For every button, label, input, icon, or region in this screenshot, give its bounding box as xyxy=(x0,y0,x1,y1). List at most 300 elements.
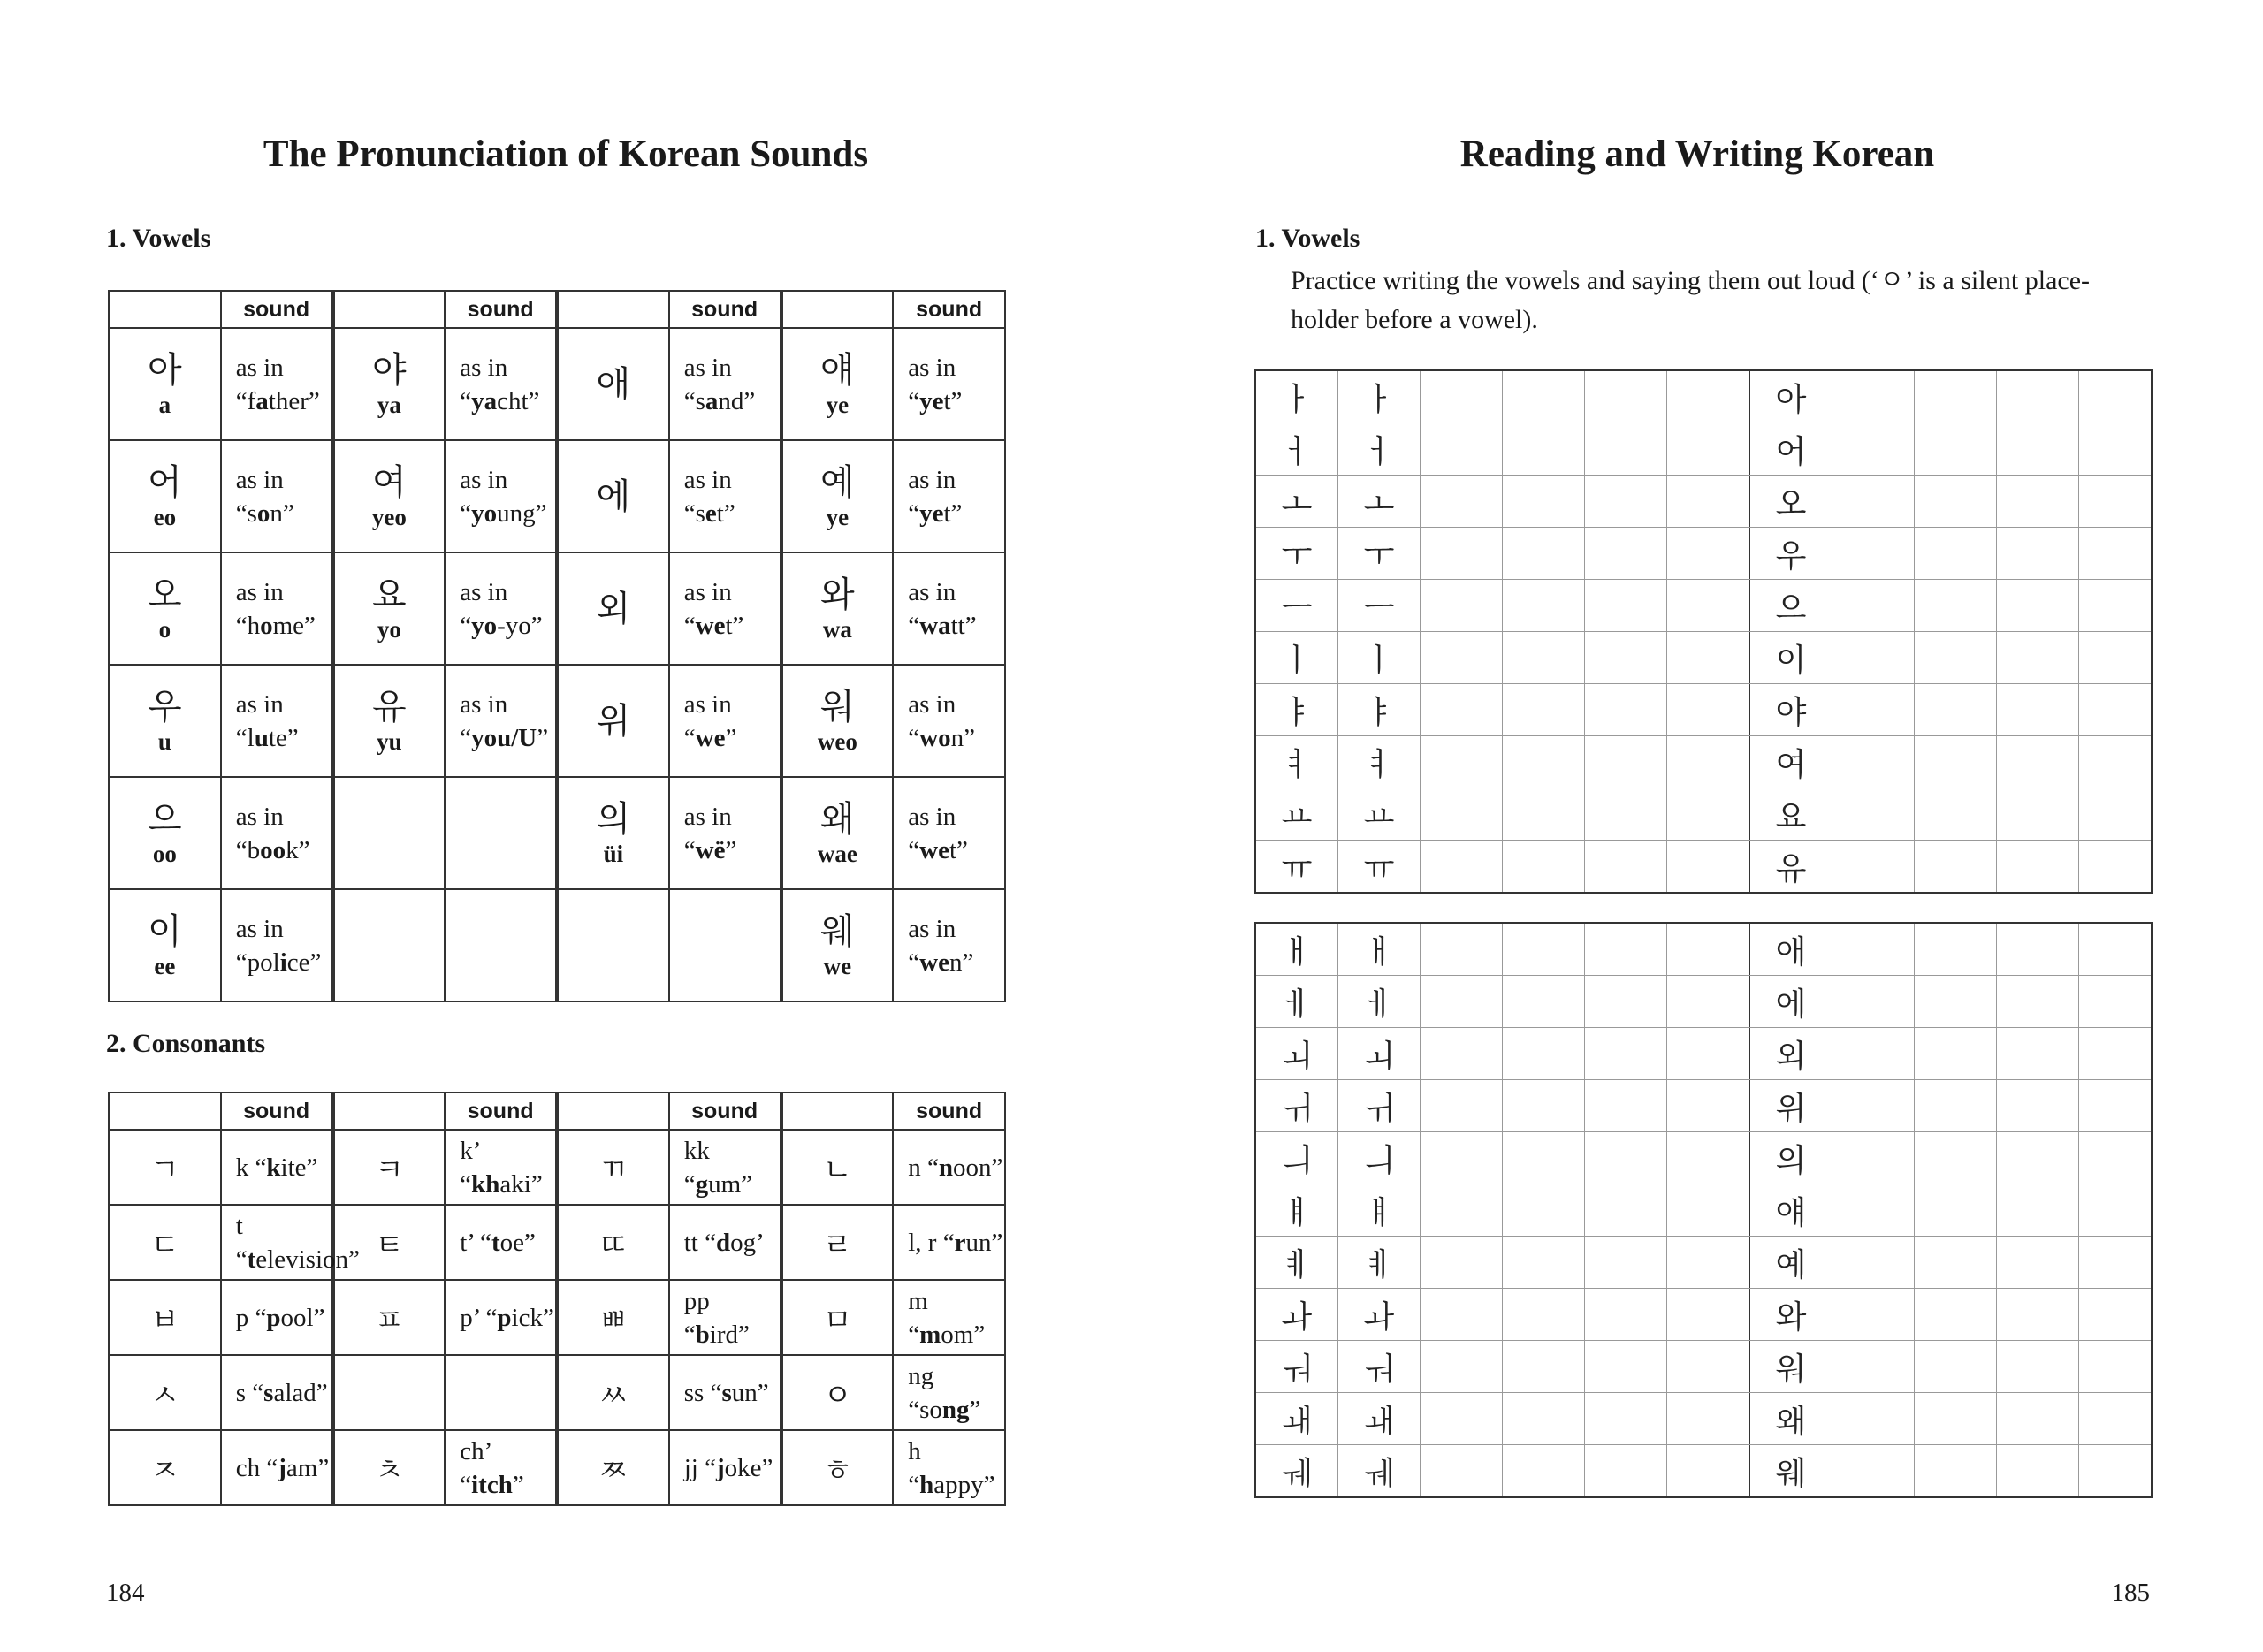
sound-text: aki” xyxy=(499,1169,543,1199)
practice-cell xyxy=(1832,528,1915,579)
hangul-consonant: ㄷ xyxy=(149,1228,179,1263)
practice-cell xyxy=(1338,1393,1421,1444)
consonant-sound-cell xyxy=(445,1355,557,1430)
sound-emphasis: we xyxy=(695,723,726,752)
vowel-letter-cell xyxy=(557,889,669,1001)
sound-text: as in “ xyxy=(683,689,732,752)
practice-cell xyxy=(1667,1237,1750,1288)
vowel-letter-cell xyxy=(557,440,669,552)
vowel-letter-cell xyxy=(333,777,446,889)
vowel-row xyxy=(109,440,1005,552)
sound-emphasis: a xyxy=(705,386,719,415)
sound-emphasis: ng xyxy=(941,1395,970,1424)
practice-cell xyxy=(1421,976,1503,1027)
header-sound: sound xyxy=(893,1092,1005,1130)
practice-cell xyxy=(1915,684,1997,735)
practice-cell xyxy=(1832,371,1915,423)
model-vowel: ㅚ xyxy=(1281,1038,1313,1075)
romanization: wae xyxy=(817,840,857,867)
vowel-row xyxy=(109,777,1005,889)
practice-cell xyxy=(1256,1393,1338,1444)
model-vowel: ㅏ xyxy=(1363,381,1395,418)
practice-cell xyxy=(1915,1237,1997,1288)
practice-cell xyxy=(2079,1184,2160,1236)
vowel-sound-cell xyxy=(669,777,781,889)
model-syllable: 요 xyxy=(1775,798,1807,835)
hangul-vowel: 애 xyxy=(596,363,631,405)
practice-cell xyxy=(2079,528,2160,579)
hangul-consonant: ㅍ xyxy=(374,1303,404,1338)
practice-row xyxy=(1256,683,2151,735)
model-vowel: ㅟ xyxy=(1281,1090,1313,1127)
practice-cell xyxy=(1503,1341,1585,1392)
practice-cell xyxy=(1256,1341,1338,1392)
consonant-row xyxy=(109,1355,1005,1430)
hangul-vowel: 이 xyxy=(148,910,182,952)
vowel-sound-cell xyxy=(445,889,557,1001)
vowel-letter-cell xyxy=(781,777,894,889)
practice-cell xyxy=(1997,1028,2079,1079)
practice-row xyxy=(1256,1079,2151,1131)
practice-cell xyxy=(1421,1028,1503,1079)
practice-cell xyxy=(1915,1028,1997,1079)
sound-text: h “ xyxy=(908,1436,921,1499)
sound-emphasis: itch xyxy=(471,1470,513,1499)
consonant-sound-cell xyxy=(669,1355,781,1430)
practice-cell xyxy=(1585,976,1667,1027)
model-syllable: 야 xyxy=(1775,694,1807,731)
vowel-sound-cell xyxy=(221,889,333,1001)
hangul-vowel: 의 xyxy=(596,798,631,840)
vowel-letter-cell xyxy=(333,440,446,552)
sound-emphasis: ya xyxy=(471,386,498,415)
model-vowel: ㅙ xyxy=(1363,1403,1395,1440)
vowel-row xyxy=(109,665,1005,777)
sound-text: ird” xyxy=(709,1320,750,1349)
sound-text: elevision” xyxy=(255,1245,360,1274)
sound-text: as in “ xyxy=(683,802,732,864)
practice-cell xyxy=(1503,580,1585,631)
practice-cell xyxy=(1832,976,1915,1027)
sound-text: ther” xyxy=(268,386,320,415)
vowel-letter-cell xyxy=(333,889,446,1001)
practice-cell xyxy=(2079,1445,2160,1496)
hangul-vowel: 으 xyxy=(148,798,182,840)
vowel-sound-cell xyxy=(669,328,781,440)
practice-cell xyxy=(1256,1132,1338,1184)
consonant-sound-cell xyxy=(669,1130,781,1205)
header-letter-cell xyxy=(333,291,446,328)
vowel-sound-cell xyxy=(445,440,557,552)
practice-cell xyxy=(1750,924,1832,975)
vowel-sound-cell xyxy=(221,777,333,889)
sound-emphasis: s xyxy=(263,1378,274,1407)
sound-text: as in “s xyxy=(683,353,732,415)
practice-row xyxy=(1256,423,2151,475)
practice-cell xyxy=(1585,841,1667,892)
sound-text: k “ xyxy=(235,1153,267,1182)
vowel-sound-cell xyxy=(893,552,1005,665)
sound-text: k’ “ xyxy=(460,1136,480,1199)
practice-cell xyxy=(1832,788,1915,840)
vowel-letter-cell xyxy=(109,328,221,440)
practice-cell xyxy=(1421,1132,1503,1184)
sound-emphasis: t xyxy=(247,1245,256,1274)
practice-cell xyxy=(1667,528,1750,579)
practice-cell xyxy=(1667,788,1750,840)
model-vowel: ㅝ xyxy=(1281,1351,1313,1388)
consonants-heading: 2. Consonants xyxy=(106,1029,266,1058)
practice-cell xyxy=(1421,736,1503,788)
consonant-letter-cell xyxy=(333,1280,446,1355)
practice-cell xyxy=(1338,924,1421,975)
practice-cell xyxy=(1421,924,1503,975)
practice-cell xyxy=(1915,1393,1997,1444)
consonant-letter-cell xyxy=(781,1205,894,1280)
practice-cell xyxy=(1503,371,1585,423)
practice-cell xyxy=(1750,1445,1832,1496)
sound-emphasis: k xyxy=(266,1153,281,1182)
practice-cell xyxy=(1915,528,1997,579)
practice-cell xyxy=(1338,736,1421,788)
practice-cell xyxy=(1256,1289,1338,1340)
vowel-letter-cell xyxy=(557,665,669,777)
sound-text: ” xyxy=(537,723,549,752)
header-row xyxy=(109,1092,1005,1130)
vowel-sound-cell xyxy=(221,665,333,777)
practice-cell xyxy=(1997,1184,2079,1236)
vowel-letter-cell xyxy=(109,777,221,889)
vowel-sound-cell xyxy=(669,889,781,1001)
vowel-row xyxy=(109,552,1005,665)
vowel-sound-cell xyxy=(893,665,1005,777)
romanization: u xyxy=(157,727,171,755)
model-vowel: ㅞ xyxy=(1281,1455,1313,1492)
practice-cell xyxy=(1997,1132,2079,1184)
practice-row xyxy=(1256,1288,2151,1340)
practice-cell xyxy=(1750,1289,1832,1340)
sound-text: “ xyxy=(460,611,472,640)
sound-emphasis: b xyxy=(695,1320,710,1349)
header-sound: sound xyxy=(893,291,1005,328)
romanization: oo xyxy=(152,840,177,867)
sound-text: cht” xyxy=(497,386,540,415)
practice-cell xyxy=(1503,924,1585,975)
vowel-letter-cell xyxy=(781,328,894,440)
practice-cell xyxy=(1750,580,1832,631)
sound-text: un” xyxy=(731,1378,769,1407)
page-number: 184 xyxy=(106,1579,145,1607)
consonant-sound-cell xyxy=(221,1130,333,1205)
practice-cell xyxy=(1915,1132,1997,1184)
practice-cell xyxy=(1997,1393,2079,1444)
model-vowel: ㅑ xyxy=(1281,694,1313,731)
model-syllable: 애 xyxy=(1775,933,1807,971)
hangul-consonant: ㅎ xyxy=(822,1453,852,1488)
practice-cell xyxy=(1997,736,2079,788)
model-syllable: 워 xyxy=(1775,1351,1807,1388)
romanization: o xyxy=(158,615,171,643)
sound-emphasis: ye xyxy=(919,386,944,415)
practice-cell xyxy=(1750,976,1832,1027)
practice-cell xyxy=(1421,632,1503,683)
practice-cell xyxy=(1997,841,2079,892)
romanization: eo xyxy=(153,503,177,530)
practice-cell xyxy=(1256,924,1338,975)
practice-cell xyxy=(1256,476,1338,527)
practice-cell xyxy=(1750,1237,1832,1288)
hangul-consonant: ㅈ xyxy=(149,1453,179,1488)
sound-text: as in xyxy=(235,353,284,382)
practice-cell xyxy=(1421,1341,1503,1392)
vowel-sound-cell xyxy=(221,440,333,552)
practice-cell xyxy=(1915,1080,1997,1131)
practice-cell xyxy=(1915,476,1997,527)
practice-cell xyxy=(1503,684,1585,735)
practice-cell xyxy=(1997,684,2079,735)
practice-cell xyxy=(1256,371,1338,423)
practice-cell xyxy=(1667,632,1750,683)
model-syllable: 왜 xyxy=(1775,1403,1807,1440)
practice-cell xyxy=(1256,684,1338,735)
practice-cell xyxy=(1915,371,1997,423)
consonant-letter-cell xyxy=(557,1130,669,1205)
vowel-sound-cell xyxy=(445,777,557,889)
sound-emphasis: p xyxy=(497,1303,512,1332)
hangul-vowel: 웨 xyxy=(820,910,855,952)
sound-text: as in “s xyxy=(683,465,732,528)
consonant-letter-cell xyxy=(333,1430,446,1505)
hangul-vowel: 우 xyxy=(148,686,182,727)
model-vowel: ㅛ xyxy=(1363,798,1395,835)
instruction-line-2: holder before a vowel). xyxy=(1291,305,1538,334)
consonant-letter-cell xyxy=(557,1280,669,1355)
sound-emphasis: u xyxy=(254,723,269,752)
model-vowel: ㅖ xyxy=(1281,1246,1313,1283)
sound-text: om” xyxy=(941,1320,986,1349)
sound-emphasis: o xyxy=(256,499,270,528)
practice-cell xyxy=(1421,580,1503,631)
practice-cell xyxy=(1997,371,2079,423)
practice-cell xyxy=(1585,528,1667,579)
hangul-vowel: 유 xyxy=(372,686,407,727)
sound-emphasis: j xyxy=(716,1453,725,1482)
sound-text: s “ xyxy=(235,1378,264,1407)
practice-cell xyxy=(1503,476,1585,527)
consonant-letter-cell xyxy=(557,1205,669,1280)
romanization: a xyxy=(158,391,171,418)
practice-cell xyxy=(1915,580,1997,631)
sound-text: as in “ xyxy=(683,577,732,640)
vowel-sound-cell xyxy=(669,552,781,665)
practice-cell xyxy=(1503,1132,1585,1184)
practice-row xyxy=(1256,1027,2151,1079)
sound-emphasis: ye xyxy=(919,499,944,528)
practice-cell xyxy=(2079,788,2160,840)
practice-cell xyxy=(2079,371,2160,423)
practice-cell xyxy=(1667,476,1750,527)
practice-cell xyxy=(1997,1080,2079,1131)
hangul-consonant: ㅉ xyxy=(598,1453,629,1488)
romanization: ee xyxy=(154,952,176,979)
consonant-sound-cell xyxy=(893,1430,1005,1505)
consonant-row xyxy=(109,1280,1005,1355)
sound-emphasis: t xyxy=(491,1228,500,1257)
practice-cell xyxy=(1421,1184,1503,1236)
practice-cell xyxy=(1421,371,1503,423)
practice-cell xyxy=(1915,632,1997,683)
sound-text: og’ xyxy=(730,1228,765,1257)
practice-cell xyxy=(2079,924,2160,975)
model-vowel: ㅗ xyxy=(1281,485,1313,522)
vowel-letter-cell xyxy=(557,777,669,889)
model-vowel: ㅚ xyxy=(1363,1038,1395,1075)
sound-emphasis: oo xyxy=(260,835,286,864)
practice-cell xyxy=(1832,1289,1915,1340)
sound-text: m “ xyxy=(908,1286,928,1349)
practice-cell xyxy=(1832,684,1915,735)
practice-cell xyxy=(1832,580,1915,631)
practice-cell xyxy=(1832,1028,1915,1079)
practice-cell xyxy=(1667,736,1750,788)
sound-text: ” xyxy=(725,835,737,864)
model-vowel: ㅐ xyxy=(1363,933,1395,971)
sound-emphasis: a xyxy=(255,386,269,415)
model-vowel: ㅔ xyxy=(1281,986,1313,1023)
header-sound: sound xyxy=(669,291,781,328)
sound-emphasis: i xyxy=(279,948,287,977)
sound-text: am” xyxy=(286,1453,330,1482)
consonant-letter-cell xyxy=(109,1130,221,1205)
model-vowel: ㅕ xyxy=(1281,746,1313,783)
sound-text: as in xyxy=(460,689,508,719)
practice-cell xyxy=(1750,371,1832,423)
sound-text: as in “s xyxy=(235,465,284,528)
practice-cell xyxy=(1256,580,1338,631)
model-syllable: 와 xyxy=(1775,1298,1807,1336)
hangul-consonant: ㅂ xyxy=(149,1303,179,1338)
practice-cell xyxy=(1585,788,1667,840)
practice-cell xyxy=(1585,632,1667,683)
model-vowel: ㅣ xyxy=(1281,642,1313,679)
header-letter-cell xyxy=(557,1092,669,1130)
practice-cell xyxy=(1997,476,2079,527)
vowel-letter-cell xyxy=(781,440,894,552)
header-sound: sound xyxy=(221,291,333,328)
practice-cell xyxy=(1503,1289,1585,1340)
consonant-letter-cell xyxy=(333,1130,446,1205)
practice-cell xyxy=(1667,976,1750,1027)
practice-cell xyxy=(1750,1393,1832,1444)
hangul-vowel: 예 xyxy=(820,461,855,503)
practice-cell xyxy=(2079,736,2160,788)
consonant-row xyxy=(109,1130,1005,1205)
practice-cell xyxy=(2079,1289,2160,1340)
sound-text: t” xyxy=(943,499,963,528)
practice-cell xyxy=(2079,476,2160,527)
model-syllable: 웨 xyxy=(1775,1455,1807,1492)
sound-text: ung” xyxy=(497,499,547,528)
hangul-vowel: 왜 xyxy=(820,798,855,840)
sound-text: as in xyxy=(460,465,508,494)
sound-emphasis: o xyxy=(260,611,273,640)
practice-cell xyxy=(1503,423,1585,475)
practice-cell xyxy=(1338,1237,1421,1288)
practice-cell xyxy=(1585,1289,1667,1340)
sound-text: “b xyxy=(235,835,261,864)
practice-cell xyxy=(2079,841,2160,892)
practice-cell xyxy=(1338,476,1421,527)
page-title: The Pronunciation of Korean Sounds xyxy=(263,133,869,175)
sound-emphasis: n xyxy=(938,1153,954,1182)
practice-cell xyxy=(1667,1341,1750,1392)
consonant-sound-cell xyxy=(445,1280,557,1355)
vowel-letter-cell xyxy=(557,328,669,440)
sound-emphasis: wa xyxy=(919,611,951,640)
sound-text: alad” xyxy=(273,1378,328,1407)
practice-cell xyxy=(1585,736,1667,788)
practice-cell xyxy=(1997,1237,2079,1288)
practice-cell xyxy=(1832,632,1915,683)
sound-text: as in “ xyxy=(908,577,956,640)
practice-cell xyxy=(1750,632,1832,683)
model-vowel: ㅕ xyxy=(1363,746,1395,783)
vowel-letter-cell xyxy=(781,889,894,1001)
practice-cell xyxy=(1421,1080,1503,1131)
practice-cell xyxy=(1667,1184,1750,1236)
sound-text: as in xyxy=(235,802,284,831)
practice-row xyxy=(1256,631,2151,683)
vowel-letter-cell xyxy=(557,552,669,665)
romanization: yu xyxy=(377,727,402,755)
sound-text: ite” xyxy=(280,1153,318,1182)
practice-cell xyxy=(1503,976,1585,1027)
practice-cell xyxy=(1997,976,2079,1027)
model-syllable: 어 xyxy=(1775,433,1807,470)
header-letter-cell xyxy=(109,1092,221,1130)
vowel-letter-cell xyxy=(333,328,446,440)
model-vowel: ㅢ xyxy=(1281,1142,1313,1179)
practice-cell xyxy=(1667,1132,1750,1184)
consonant-sound-cell xyxy=(445,1205,557,1280)
practice-cell xyxy=(1585,1028,1667,1079)
practice-cell xyxy=(1915,841,1997,892)
header-sound: sound xyxy=(669,1092,781,1130)
hangul-consonant: ㅁ xyxy=(822,1303,852,1338)
romanization: we xyxy=(823,952,852,979)
sound-text: “pol xyxy=(235,948,280,977)
practice-cell xyxy=(1503,1080,1585,1131)
practice-cell xyxy=(2079,1028,2160,1079)
model-vowel: ㅏ xyxy=(1281,381,1313,418)
vowel-row xyxy=(109,889,1005,1001)
practice-cell xyxy=(1750,1080,1832,1131)
sound-text: ch “ xyxy=(235,1453,278,1482)
practice-cell xyxy=(1338,1341,1421,1392)
model-vowel: ㅖ xyxy=(1363,1246,1395,1283)
sound-emphasis: r xyxy=(954,1228,966,1257)
practice-instructions xyxy=(1291,262,2219,339)
consonant-letter-cell xyxy=(109,1205,221,1280)
practice-cell xyxy=(1503,841,1585,892)
model-syllable: 우 xyxy=(1775,537,1807,575)
hangul-vowel: 요 xyxy=(372,574,407,615)
model-vowel: ㅐ xyxy=(1281,933,1313,971)
practice-cell xyxy=(1585,476,1667,527)
model-vowel: ㅡ xyxy=(1281,590,1313,627)
vowels-heading: 1. Vowels xyxy=(1255,224,1360,253)
model-syllable: 에 xyxy=(1775,986,1807,1023)
